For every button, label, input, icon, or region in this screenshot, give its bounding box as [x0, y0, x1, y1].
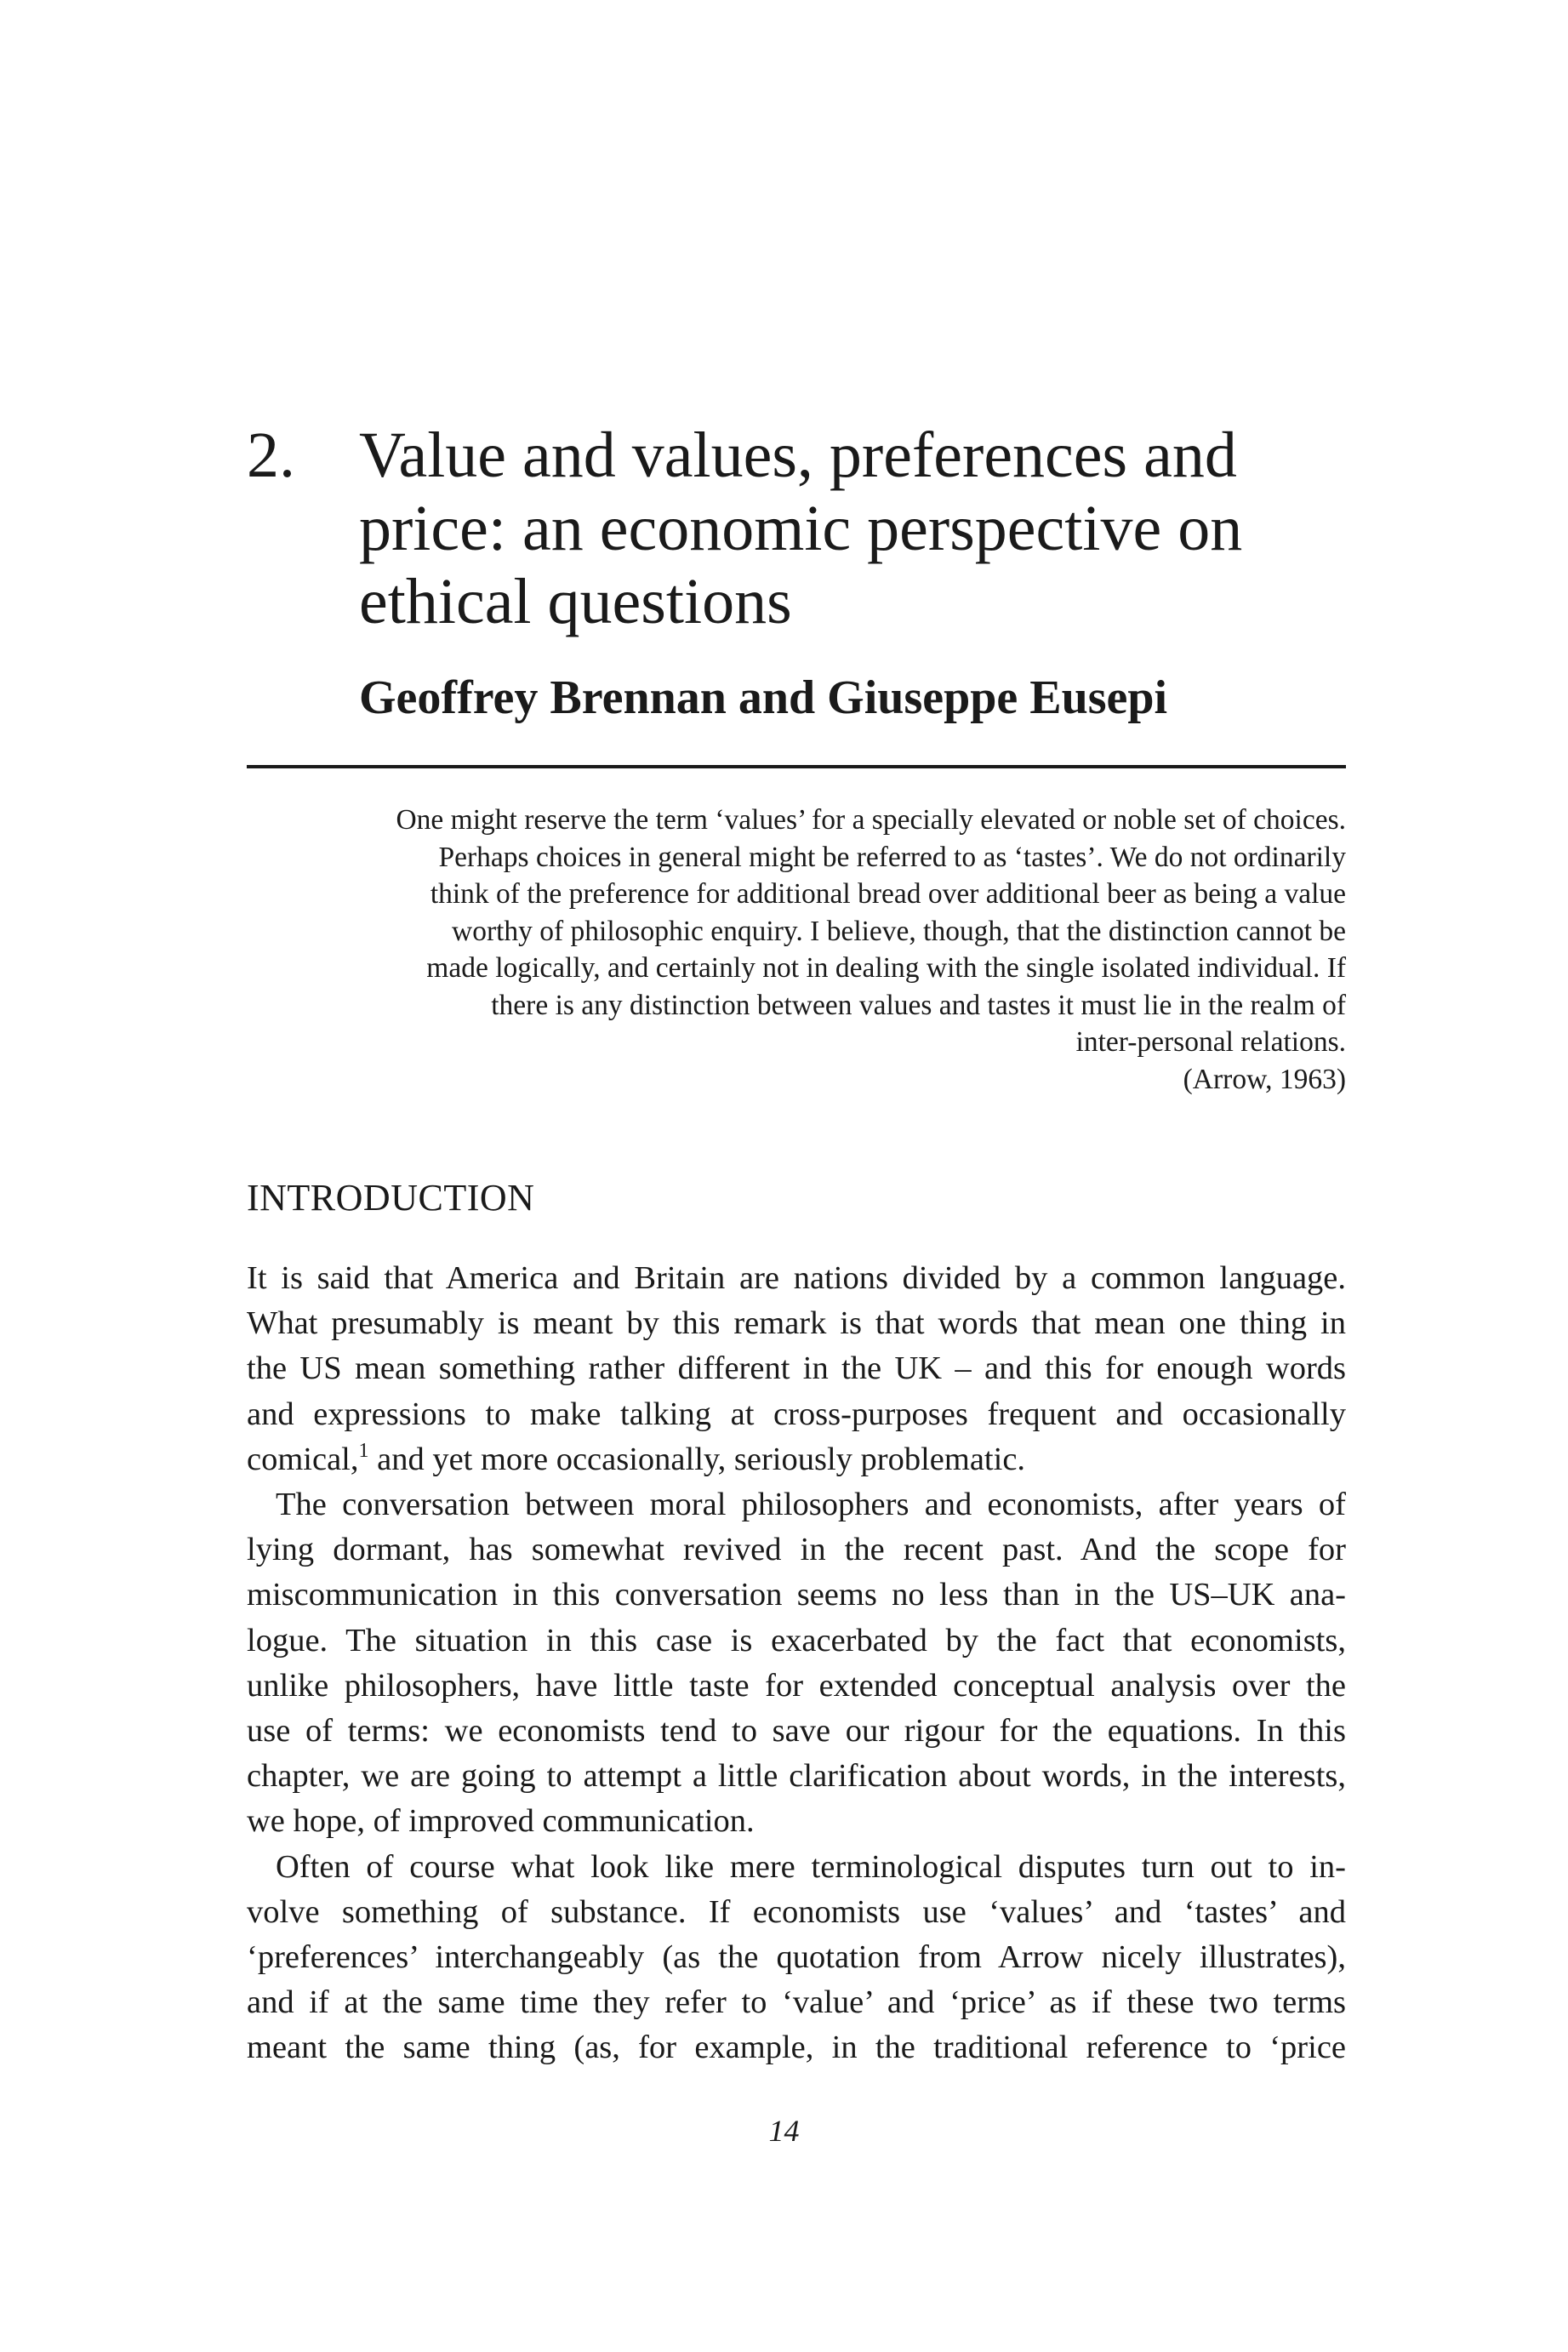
text-line: ‘preferences’ interchangeably (as the quotation from Arrow nicely illustrates),: [247, 1939, 1346, 1976]
chapter-number: 2.: [247, 420, 295, 491]
epigraph: [247, 802, 1346, 1098]
epigraph-line: made logically, and certainly not in dealing with the single isolated individual. If: [426, 952, 1346, 984]
text-line: meant the same thing (as, for example, in the traditional reference to ‘price: [247, 2029, 1346, 2066]
chapter-authors: Geoffrey Brennan and Giuseppe Eusepi: [359, 671, 1168, 724]
text-line: [247, 1437, 1346, 1482]
text-line: Often of course what look like mere terminological disputes turn out to in-: [276, 1848, 1346, 1885]
text-line: What presumably is meant by this remark is that words that mean one thing in: [247, 1305, 1346, 1342]
epigraph-line: worthy of philosophic enquiry. I believe, though, that the distinction cannot be: [452, 915, 1346, 947]
text-line: and expressions to make talking at cross-purposes frequent and occasionally: [247, 1396, 1346, 1432]
text-line: miscommunication in this conversation seems no less than in the US–UK ana-: [247, 1577, 1346, 1613]
epigraph-line: Perhaps choices in general might be referred to as ‘tastes’. We do not ordinarily: [438, 841, 1346, 873]
body-text: [247, 1256, 1346, 2071]
epigraph-line: One might reserve the term ‘values’ for a specially elevated or noble set of choices.: [396, 804, 1346, 836]
title-divider: [247, 765, 1346, 768]
text-line: we hope, of improved communication.: [247, 1803, 755, 1840]
paragraph: [247, 1256, 1346, 1482]
paragraph: [247, 1845, 1346, 2071]
text-line: lying dormant, has somewhat revived in the recent past. And the scope for: [247, 1532, 1346, 1568]
text-fragment: comical,: [247, 1441, 359, 1477]
page-number: 14: [768, 2114, 800, 2148]
chapter-title-line: Value and values, preferences and: [359, 420, 1237, 491]
paragraph: [247, 1482, 1346, 1845]
chapter-title-line: ethical questions: [359, 566, 792, 637]
chapter-title-line: price: an economic perspective on: [359, 493, 1243, 564]
text-line: the US mean something rather different in the UK – and this for enough words: [247, 1350, 1346, 1387]
text-line: It is said that America and Britain are nations divided by a common language.: [247, 1260, 1346, 1296]
chapter-heading: [247, 419, 1353, 638]
text-line: use of terms: we economists tend to save our rigour for the equations. In this: [247, 1713, 1346, 1750]
footnote-marker[interactable]: 1: [358, 1439, 369, 1462]
text-line: and if at the same time they refer to ‘value’ and ‘price’ as if these two terms: [247, 1984, 1346, 2021]
text-line: unlike philosophers, have little taste for extended conceptual analysis over the: [247, 1667, 1346, 1704]
text-line: logue. The situation in this case is exacerbated by the fact that economists,: [247, 1622, 1346, 1658]
text-line: chapter, we are going to attempt a little clarification about words, in the interests,: [247, 1758, 1346, 1795]
section-heading: INTRODUCTION: [247, 1177, 535, 1219]
text-fragment: and yet more occasionally, seriously problematic.: [368, 1441, 1026, 1477]
epigraph-line: think of the preference for additional bread over additional beer as being a value: [430, 878, 1346, 910]
chapter-title: [359, 419, 1295, 638]
epigraph-line: there is any distinction between values and tastes it must lie in the realm of: [491, 989, 1346, 1021]
text-line: volve something of substance. If economists use ‘values’ and ‘tastes’ and: [247, 1893, 1346, 1930]
text-line: The conversation between moral philosophers and economists, after years of: [276, 1487, 1346, 1523]
epigraph-line: inter-personal relations.: [1075, 1026, 1346, 1058]
epigraph-citation: (Arrow, 1963): [1183, 1063, 1346, 1095]
